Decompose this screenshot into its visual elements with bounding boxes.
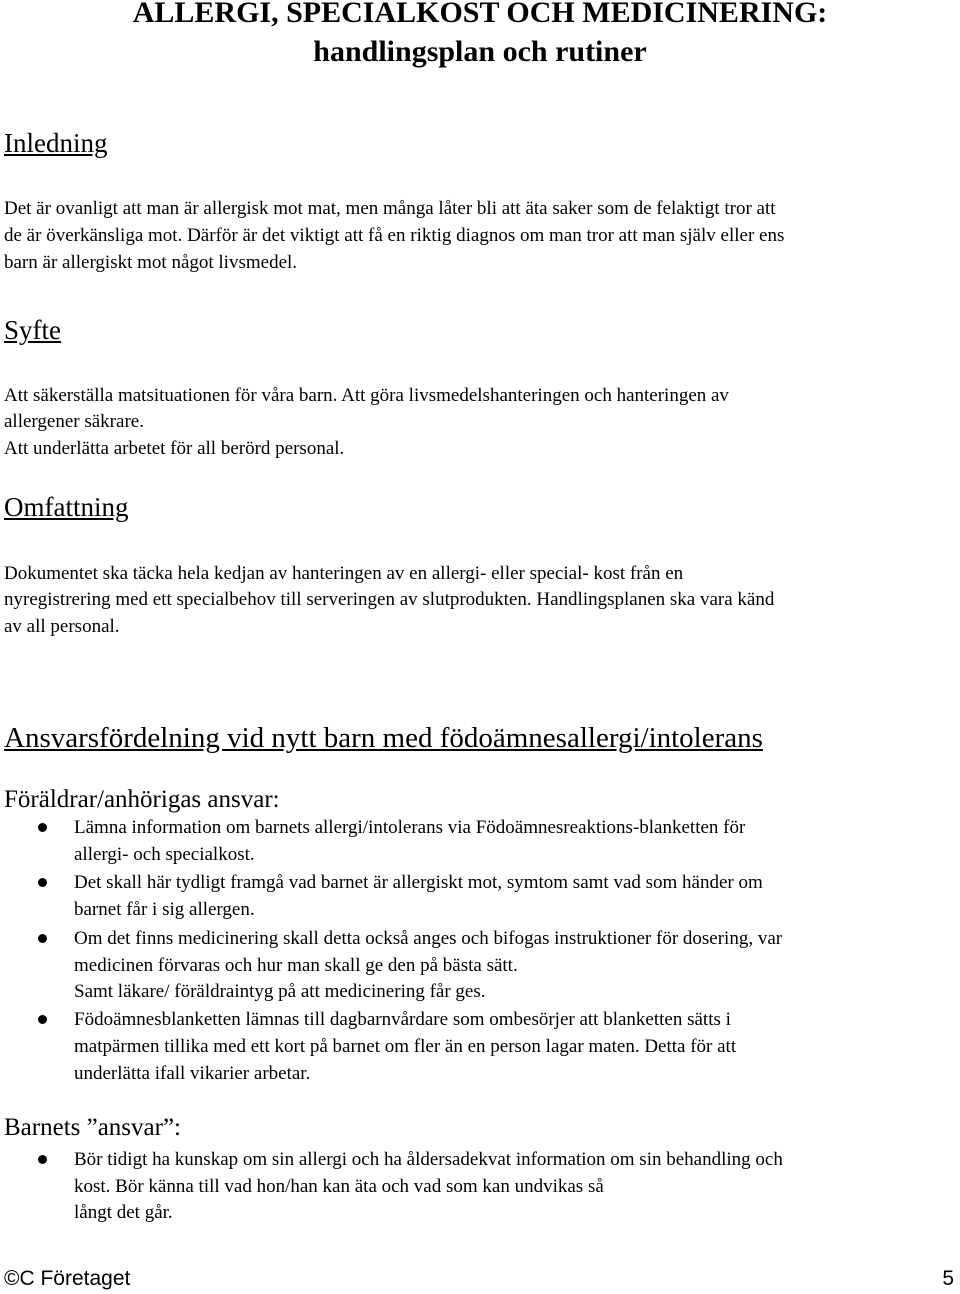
barnet-item-1-line-3: långt det går. xyxy=(74,1202,173,1223)
heading-omfattning: Omfattning xyxy=(4,492,129,522)
foraldrar-item-3-line-1: Om det finns medicinering skall detta också anges och bifogas instruktioner för dosering, var xyxy=(74,928,783,949)
inledning-line-1: Det är ovanligt att man är allergisk mot mat, men många låter bli att äta saker som de felaktigt tror att xyxy=(4,198,776,219)
heading-ansvarsfordelning: Ansvarsfördelning vid nytt barn med födoämnesallergi/intolerans xyxy=(4,722,763,754)
syfte-line-2: allergener säkrare. xyxy=(4,411,144,432)
omfattning-line-2: nyregistrering med ett specialbehov till serveringen av slutprodukten. Handlingsplanen ska vara känd xyxy=(4,589,775,610)
foraldrar-item-1-line-2: allergi- och specialkost. xyxy=(74,844,255,865)
footer-page-number: 5 xyxy=(942,1267,954,1290)
barnet-item-1-line-1: Bör tidigt ha kunskap om sin allergi och ha åldersadekvat information om sin behandling och xyxy=(74,1149,783,1170)
omfattning-line-3: av all personal. xyxy=(4,616,120,637)
heading-barnets-ansvar: Barnets ”ansvar”: xyxy=(4,1114,182,1141)
foraldrar-item-3-line-2: medicinen förvaras och hur man skall ge den på bästa sätt. xyxy=(74,955,518,976)
foraldrar-item-4-line-3: underlätta ifall vikarier arbetar. xyxy=(74,1063,311,1084)
bullet-icon xyxy=(38,878,47,887)
inledning-line-2: de är överkänsliga mot. Därför är det viktigt att få en riktig diagnos om man tror att man själv eller ens xyxy=(4,225,785,246)
syfte-line-3: Att underlätta arbetet för all berörd personal. xyxy=(4,438,345,459)
document-title-line-1: ALLERGI, SPECIALKOST OCH MEDICINERING: xyxy=(132,0,828,29)
foraldrar-item-1-line-1: Lämna information om barnets allergi/intolerans via Födoämnesreaktions-blanketten för xyxy=(74,817,746,838)
inledning-line-3: barn är allergiskt mot något livsmedel. xyxy=(4,252,298,273)
omfattning-line-1: Dokumentet ska täcka hela kedjan av hanteringen av en allergi- eller special- kost från en xyxy=(4,563,684,584)
foraldrar-item-2-line-2: barnet får i sig allergen. xyxy=(74,899,255,920)
foraldrar-item-3-line-3: Samt läkare/ föräldraintyg på att medicinering får ges. xyxy=(74,981,486,1002)
bullet-icon xyxy=(38,1155,47,1164)
heading-inledning: Inledning xyxy=(4,128,108,158)
foraldrar-item-4-line-1: Födoämnesblanketten lämnas till dagbarnvårdare som ombesörjer att blanketten sätts i xyxy=(74,1009,731,1030)
barnet-item-1-line-2: kost. Bör känna till vad hon/han kan äta och vad som kan undvikas så xyxy=(74,1176,604,1197)
bullet-icon xyxy=(38,934,47,943)
heading-foraldrar-ansvar: Föräldrar/anhörigas ansvar: xyxy=(4,786,280,813)
document-title-line-2: handlingsplan och rutiner xyxy=(313,35,647,68)
footer-company: ©C Företaget xyxy=(4,1267,131,1290)
bullet-icon xyxy=(38,1015,47,1024)
foraldrar-item-2-line-1: Det skall här tydligt framgå vad barnet är allergiskt mot, symtom samt vad som händer om xyxy=(74,872,763,893)
heading-syfte: Syfte xyxy=(4,315,61,345)
syfte-line-1: Att säkerställa matsituationen för våra barn. Att göra livsmedelshanteringen och hanteringen av xyxy=(4,385,729,406)
bullet-icon xyxy=(38,823,47,832)
foraldrar-item-4-line-2: matpärmen tillika med ett kort på barnet om fler än en person lagar maten. Detta för att xyxy=(74,1036,737,1057)
